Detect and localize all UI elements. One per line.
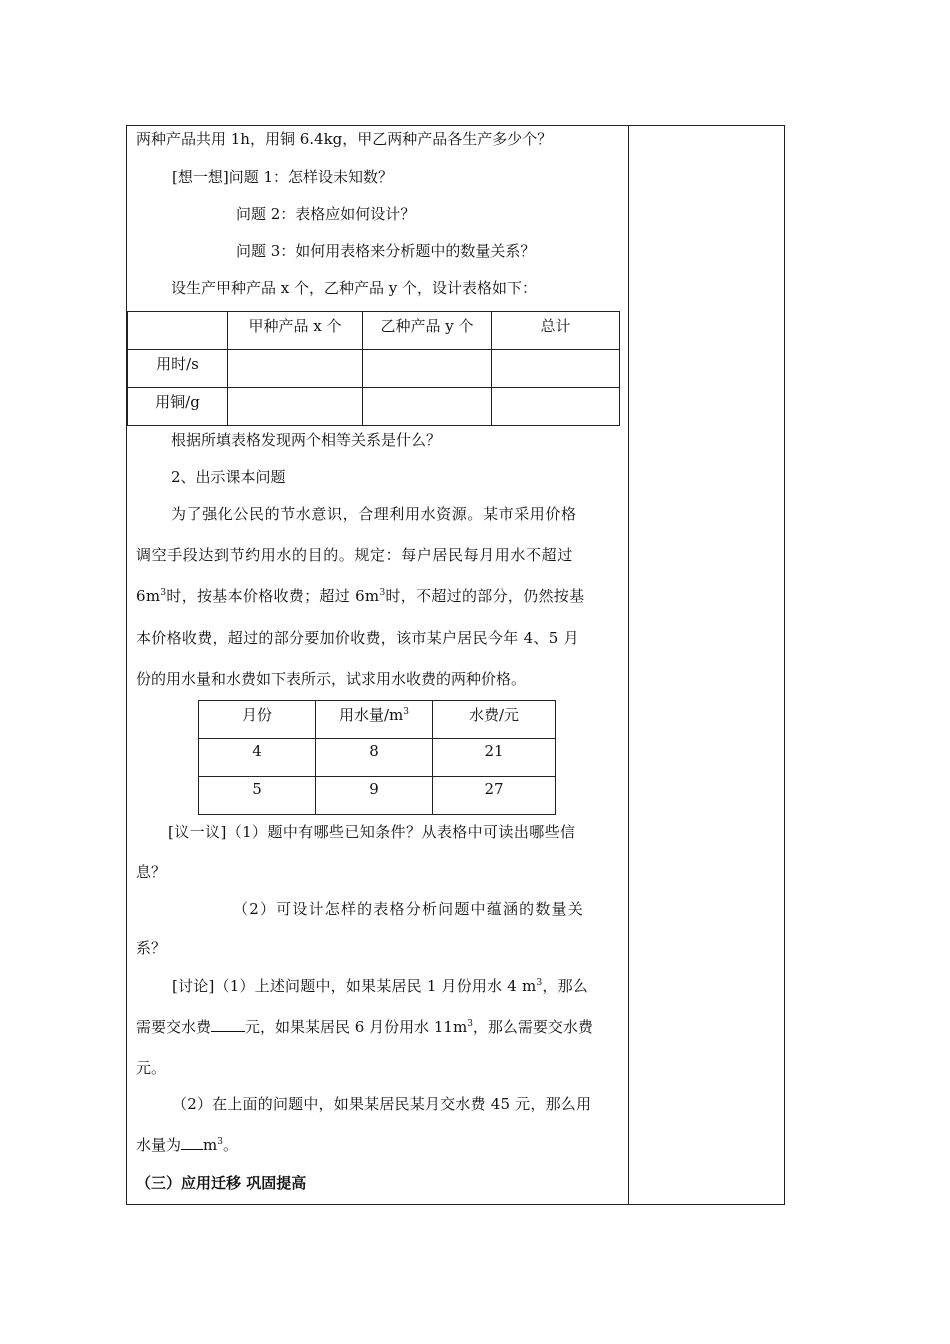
setup-line: 设生产甲种产品 x 个，乙种产品 y 个，设计表格如下：: [171, 279, 538, 297]
product-table-corner: [128, 312, 228, 350]
section-2-title: 2、出示课本问题: [171, 468, 286, 486]
problem-line-1: 为了强化公民的节水意识，合理利用水资源。某市采用价格: [171, 505, 577, 523]
discuss-2-line-1-a: [讨论]（1）上述问题中，如果某居民 1 月份用水 4 m: [172, 977, 537, 995]
water-fee-table: [198, 700, 556, 815]
problem-line-4: 本价格收费，超过的部分要加价收费，该市某户居民今年 4、5 月: [136, 629, 579, 647]
table-cell: 9: [316, 777, 433, 815]
discuss-1-line-2: 息？: [136, 863, 167, 881]
discuss-2-line-1-b: ，那么: [542, 977, 588, 995]
think-question-2: 问题 2：表格应如何设计？: [236, 205, 416, 223]
header-fee: 水费/元: [433, 701, 556, 739]
product-table-header: [128, 312, 620, 350]
product-table: [127, 311, 620, 426]
table-cell: [228, 350, 363, 388]
table-cell: 21: [433, 739, 556, 777]
intro-line: 两种产品共用 1h，用铜 6.4kg，甲乙两种产品各生产多少个？: [136, 130, 553, 148]
problem-line-2: 调空手段达到节约用水的目的。规定：每户居民每月用水不超过: [136, 546, 573, 564]
section-3-title: （三）应用迁移 巩固提高: [136, 1174, 307, 1192]
problem-line-3-a: 6m: [136, 587, 161, 605]
superscript-3: 3: [403, 707, 409, 717]
problem-line-5: 份的用水量和水费如下表所示，试求用水收费的两种价格。: [136, 670, 527, 688]
discuss-2-line-4: （2）在上面的问题中，如果某居民某月交水费 45 元，那么用: [172, 1095, 592, 1113]
think-question-1: [想一想]问题 1：怎样设未知数？: [172, 168, 394, 186]
superscript-3: 3: [536, 978, 543, 988]
superscript-3: 3: [217, 1137, 223, 1147]
table-row: [128, 350, 620, 388]
discuss-2-line-2-c: ，那么需要交水费: [472, 1018, 593, 1036]
row-label-copper: 用铜/g: [128, 388, 228, 426]
header-usage: [316, 701, 433, 739]
table-cell: 27: [433, 777, 556, 815]
discuss-2-line-2-a: 需要交水费: [136, 1018, 212, 1036]
discuss-2-line-2: [136, 1016, 593, 1037]
table-cell: [228, 388, 363, 426]
header-product-b: 乙种产品 y 个: [363, 312, 492, 350]
discuss-2-line-5-a: 水量为: [136, 1136, 182, 1154]
header-total: 总计: [492, 312, 620, 350]
problem-line-3-b: 时，按基本价格收费；超过 6m: [166, 587, 380, 605]
table-cell: [363, 350, 492, 388]
header-month: 月份: [199, 701, 316, 739]
problem-line-3: [136, 585, 584, 606]
discuss-2-line-2-b: 元，如果某居民 6 月份用水 11m: [245, 1018, 468, 1036]
table-cell: 8: [316, 739, 433, 777]
think-question-3: 问题 3：如何用表格来分析题中的数量关系？: [236, 242, 536, 260]
header-product-a: 甲种产品 x 个: [228, 312, 363, 350]
equal-relation-question: 根据所填表格发现两个相等关系是什么？: [171, 431, 442, 449]
superscript-3: 3: [379, 588, 386, 598]
discuss-1-line-1: [议一议]（1）题中有哪些已知条件？从表格中可读出哪些信: [168, 823, 576, 841]
discuss-2-line-5-b: m: [203, 1136, 218, 1154]
column-divider: [628, 125, 629, 1205]
discuss-1-line-3: （2）可设计怎样的表格分析问题中蕴涵的数量关: [233, 900, 584, 918]
problem-line-3-c: 时，不超过的部分，仍然按基: [385, 587, 585, 605]
fill-blank[interactable]: [211, 1017, 245, 1032]
water-fee-header: [199, 701, 556, 739]
header-usage-text: 用水量/m: [338, 706, 404, 724]
fill-blank[interactable]: [181, 1135, 203, 1150]
discuss-2-line-1: [172, 975, 588, 996]
superscript-3: 3: [467, 1019, 473, 1029]
discuss-1-line-4: 系？: [136, 939, 167, 957]
table-row: [128, 388, 620, 426]
row-label-time: 用时/s: [128, 350, 228, 388]
table-cell: [492, 350, 620, 388]
table-cell: 5: [199, 777, 316, 815]
discuss-2-line-3: 元。: [136, 1059, 167, 1077]
superscript-3: 3: [160, 588, 167, 598]
discuss-2-line-5: 水量为 $m^3$。: [136, 1136, 238, 1154]
table-row: [199, 777, 556, 815]
table-cell: [492, 388, 620, 426]
table-row: [199, 739, 556, 777]
table-cell: 4: [199, 739, 316, 777]
table-cell: [363, 388, 492, 426]
